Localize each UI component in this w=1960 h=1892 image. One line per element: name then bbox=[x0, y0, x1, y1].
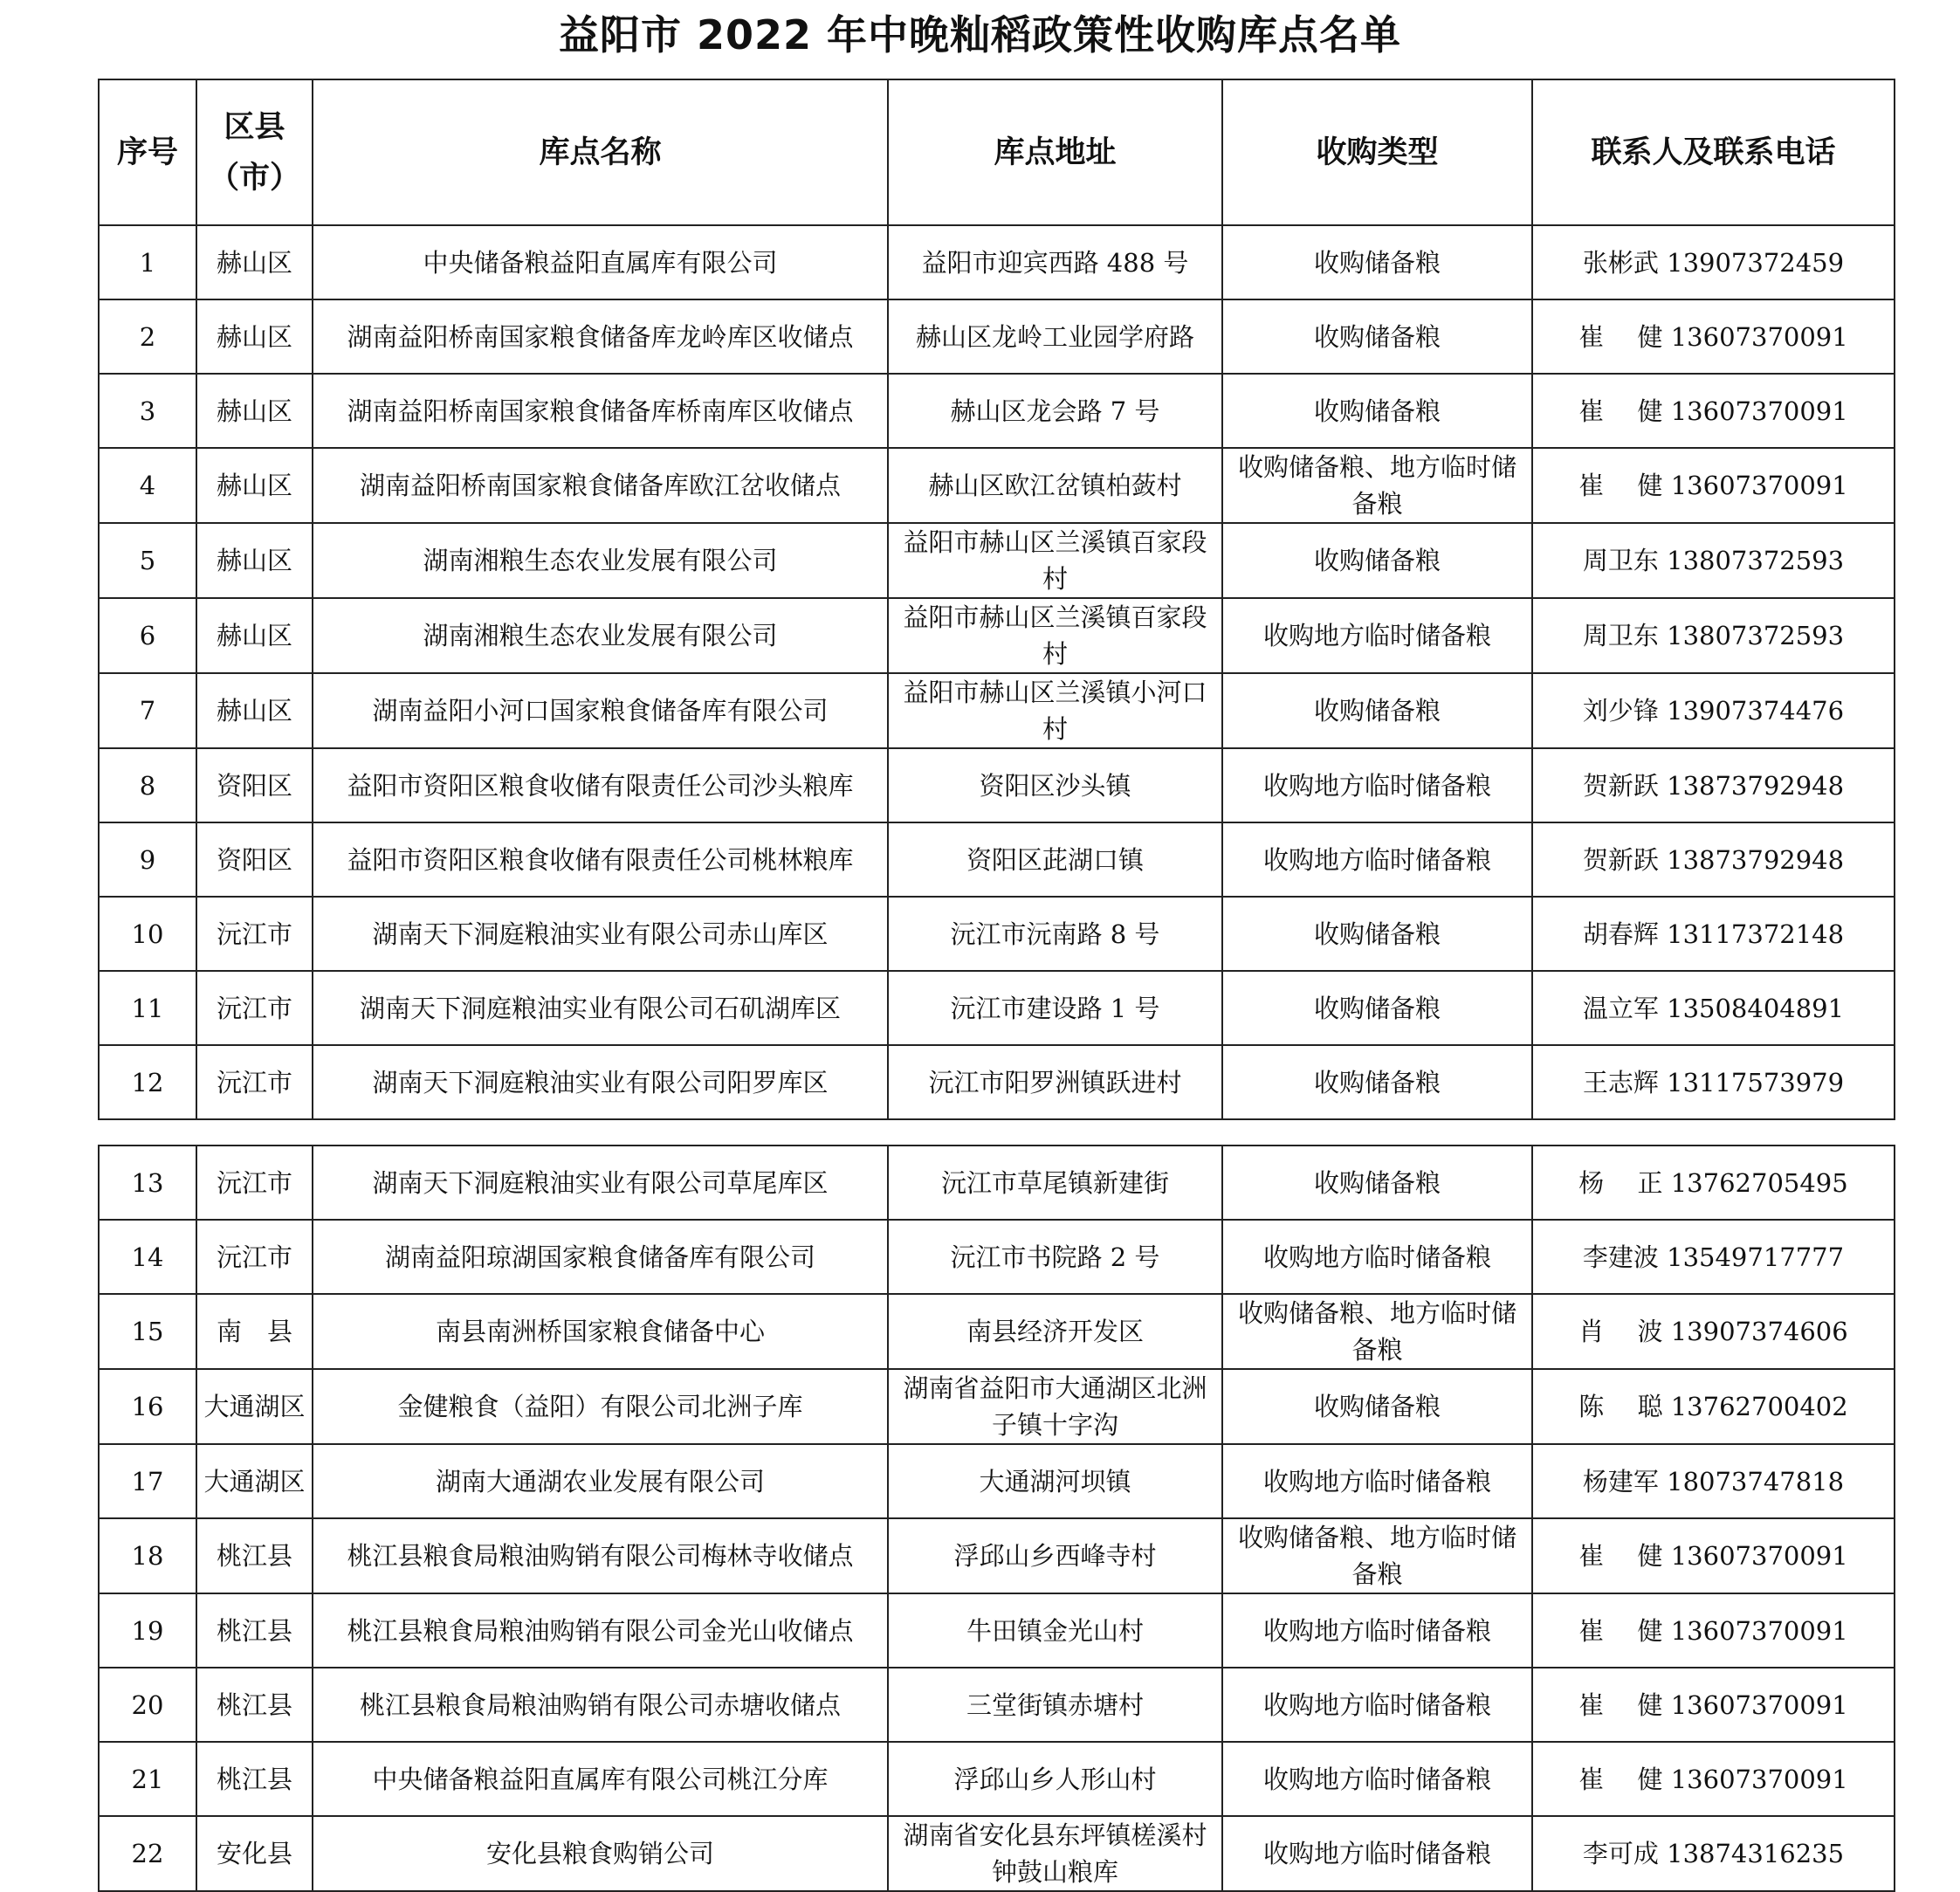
cell-contact: 王志辉 13117573979 bbox=[1532, 1045, 1895, 1119]
cell-contact: 崔 健 13607370091 bbox=[1532, 299, 1895, 374]
cell-contact: 杨 正 13762705495 bbox=[1532, 1146, 1895, 1220]
cell-district: 桃江县 bbox=[196, 1668, 313, 1742]
cell-contact: 刘少锋 13907374476 bbox=[1532, 673, 1895, 748]
cell-depot-address: 沅江市草尾镇新建街 bbox=[888, 1146, 1222, 1220]
table-row bbox=[99, 971, 1895, 1045]
header-district-line1: 区县 bbox=[224, 109, 285, 145]
cell-contact: 陈 聪 13762700402 bbox=[1532, 1369, 1895, 1444]
cell-depot-name: 桃江县粮食局粮油购销有限公司梅林寺收储点 bbox=[313, 1518, 888, 1593]
table-row bbox=[99, 822, 1895, 897]
cell-serial-no: 20 bbox=[99, 1668, 196, 1742]
cell-serial-no: 1 bbox=[99, 225, 196, 299]
cell-depot-address: 沅江市沅南路 8 号 bbox=[888, 897, 1222, 971]
cell-depot-address: 赫山区龙岭工业园学府路 bbox=[888, 299, 1222, 374]
cell-depot-address: 湖南省益阳市大通湖区北洲子镇十字沟 bbox=[888, 1369, 1222, 1444]
cell-depot-name: 桃江县粮食局粮油购销有限公司赤塘收储点 bbox=[313, 1668, 888, 1742]
cell-district: 赫山区 bbox=[196, 225, 313, 299]
cell-serial-no: 2 bbox=[99, 299, 196, 374]
cell-district: 赫山区 bbox=[196, 299, 313, 374]
cell-purchase-type: 收购储备粮 bbox=[1222, 1369, 1532, 1444]
cell-depot-address: 浮邱山乡西峰寺村 bbox=[888, 1518, 1222, 1593]
cell-serial-no: 8 bbox=[99, 748, 196, 822]
cell-district: 赫山区 bbox=[196, 673, 313, 748]
table-row bbox=[99, 1742, 1895, 1816]
cell-contact: 贺新跃 13873792948 bbox=[1532, 748, 1895, 822]
cell-depot-address: 益阳市赫山区兰溪镇百家段村 bbox=[888, 523, 1222, 598]
cell-district: 赫山区 bbox=[196, 374, 313, 448]
cell-purchase-type: 收购地方临时储备粮 bbox=[1222, 1816, 1532, 1891]
header-district-line2: （市） bbox=[208, 160, 300, 196]
cell-district: 赫山区 bbox=[196, 448, 313, 523]
cell-depot-name: 南县南洲桥国家粮食储备中心 bbox=[313, 1294, 888, 1369]
cell-district: 桃江县 bbox=[196, 1593, 313, 1668]
cell-district: 桃江县 bbox=[196, 1518, 313, 1593]
cell-depot-address: 南县经济开发区 bbox=[888, 1294, 1222, 1369]
cell-depot-address: 三堂街镇赤塘村 bbox=[888, 1668, 1222, 1742]
cell-purchase-type: 收购储备粮 bbox=[1222, 225, 1532, 299]
cell-depot-address: 赫山区欧江岔镇柏蔹村 bbox=[888, 448, 1222, 523]
table-header-row bbox=[99, 79, 1895, 225]
cell-depot-name: 金健粮食（益阳）有限公司北洲子库 bbox=[313, 1369, 888, 1444]
cell-purchase-type: 收购储备粮 bbox=[1222, 1146, 1532, 1220]
cell-district: 沅江市 bbox=[196, 1146, 313, 1220]
cell-district: 资阳区 bbox=[196, 822, 313, 897]
cell-purchase-type: 收购地方临时储备粮 bbox=[1222, 748, 1532, 822]
cell-serial-no: 16 bbox=[99, 1369, 196, 1444]
cell-depot-address: 沅江市建设路 1 号 bbox=[888, 971, 1222, 1045]
cell-district: 赫山区 bbox=[196, 598, 313, 673]
table-row bbox=[99, 897, 1895, 971]
cell-district: 资阳区 bbox=[196, 748, 313, 822]
cell-contact: 胡春辉 13117372148 bbox=[1532, 897, 1895, 971]
cell-depot-name: 中央储备粮益阳直属库有限公司 bbox=[313, 225, 888, 299]
cell-depot-address: 益阳市迎宾西路 488 号 bbox=[888, 225, 1222, 299]
cell-purchase-type: 收购储备粮 bbox=[1222, 299, 1532, 374]
cell-depot-name: 湖南天下洞庭粮油实业有限公司石矶湖库区 bbox=[313, 971, 888, 1045]
cell-serial-no: 19 bbox=[99, 1593, 196, 1668]
document-title: 益阳市 2022 年中晚籼稻政策性收购库点名单 bbox=[558, 11, 1402, 58]
cell-contact: 杨建军 18073747818 bbox=[1532, 1444, 1895, 1518]
cell-purchase-type: 收购储备粮 bbox=[1222, 673, 1532, 748]
cell-district: 桃江县 bbox=[196, 1742, 313, 1816]
cell-depot-name: 湖南益阳桥南国家粮食储备库桥南库区收储点 bbox=[313, 374, 888, 448]
cell-depot-address: 资阳区茈湖口镇 bbox=[888, 822, 1222, 897]
table-row bbox=[99, 1045, 1895, 1119]
cell-serial-no: 3 bbox=[99, 374, 196, 448]
table-row bbox=[99, 225, 1895, 299]
table-row bbox=[99, 1369, 1895, 1444]
cell-purchase-type: 收购储备粮 bbox=[1222, 1045, 1532, 1119]
cell-contact: 崔 健 13607370091 bbox=[1532, 1668, 1895, 1742]
table-row bbox=[99, 374, 1895, 448]
cell-district: 安化县 bbox=[196, 1816, 313, 1891]
header-district bbox=[196, 79, 313, 225]
header-serial-no: 序号 bbox=[99, 79, 196, 225]
cell-contact: 李可成 13874316235 bbox=[1532, 1816, 1895, 1891]
depot-table-page-1 bbox=[98, 79, 1895, 1120]
cell-depot-name: 益阳市资阳区粮食收储有限责任公司沙头粮库 bbox=[313, 748, 888, 822]
cell-district: 赫山区 bbox=[196, 523, 313, 598]
cell-contact: 贺新跃 13873792948 bbox=[1532, 822, 1895, 897]
table-row bbox=[99, 1816, 1895, 1891]
table-row bbox=[99, 1444, 1895, 1518]
cell-depot-address: 赫山区龙会路 7 号 bbox=[888, 374, 1222, 448]
table-row bbox=[99, 1668, 1895, 1742]
cell-purchase-type: 收购储备粮 bbox=[1222, 971, 1532, 1045]
cell-depot-address: 湖南省安化县东坪镇槎溪村钟鼓山粮库 bbox=[888, 1816, 1222, 1891]
cell-purchase-type: 收购地方临时储备粮 bbox=[1222, 598, 1532, 673]
cell-purchase-type: 收购储备粮 bbox=[1222, 374, 1532, 448]
cell-depot-name: 益阳市资阳区粮食收储有限责任公司桃林粮库 bbox=[313, 822, 888, 897]
cell-depot-name: 湖南益阳桥南国家粮食储备库欧江岔收储点 bbox=[313, 448, 888, 523]
header-depot-address: 库点地址 bbox=[888, 79, 1222, 225]
cell-depot-name: 湖南益阳琼湖国家粮食储备库有限公司 bbox=[313, 1220, 888, 1294]
cell-district: 沅江市 bbox=[196, 1220, 313, 1294]
cell-serial-no: 4 bbox=[99, 448, 196, 523]
cell-district: 南 县 bbox=[196, 1294, 313, 1369]
cell-depot-name: 湖南大通湖农业发展有限公司 bbox=[313, 1444, 888, 1518]
cell-depot-name: 湖南天下洞庭粮油实业有限公司阳罗库区 bbox=[313, 1045, 888, 1119]
table-row bbox=[99, 673, 1895, 748]
cell-purchase-type: 收购储备粮、地方临时储备粮 bbox=[1222, 1294, 1532, 1369]
cell-district: 大通湖区 bbox=[196, 1369, 313, 1444]
table-row bbox=[99, 448, 1895, 523]
cell-contact: 肖 波 13907374606 bbox=[1532, 1294, 1895, 1369]
cell-serial-no: 18 bbox=[99, 1518, 196, 1593]
cell-depot-address: 浮邱山乡人形山村 bbox=[888, 1742, 1222, 1816]
cell-depot-address: 牛田镇金光山村 bbox=[888, 1593, 1222, 1668]
cell-serial-no: 21 bbox=[99, 1742, 196, 1816]
cell-depot-name: 湖南益阳小河口国家粮食储备库有限公司 bbox=[313, 673, 888, 748]
cell-serial-no: 5 bbox=[99, 523, 196, 598]
cell-contact: 周卫东 13807372593 bbox=[1532, 598, 1895, 673]
table-body-page-1 bbox=[99, 225, 1895, 1119]
cell-depot-name: 湖南湘粮生态农业发展有限公司 bbox=[313, 598, 888, 673]
cell-district: 大通湖区 bbox=[196, 1444, 313, 1518]
cell-depot-name: 湖南天下洞庭粮油实业有限公司草尾库区 bbox=[313, 1146, 888, 1220]
header-contact: 联系人及联系电话 bbox=[1532, 79, 1895, 225]
cell-contact: 崔 健 13607370091 bbox=[1532, 374, 1895, 448]
depot-table-page-2 bbox=[98, 1145, 1895, 1892]
cell-depot-name: 湖南天下洞庭粮油实业有限公司赤山库区 bbox=[313, 897, 888, 971]
cell-contact: 崔 健 13607370091 bbox=[1532, 1593, 1895, 1668]
header-depot-name: 库点名称 bbox=[313, 79, 888, 225]
cell-serial-no: 7 bbox=[99, 673, 196, 748]
cell-depot-name: 桃江县粮食局粮油购销有限公司金光山收储点 bbox=[313, 1593, 888, 1668]
cell-contact: 张彬武 13907372459 bbox=[1532, 225, 1895, 299]
cell-depot-address: 沅江市书院路 2 号 bbox=[888, 1220, 1222, 1294]
cell-contact: 崔 健 13607370091 bbox=[1532, 448, 1895, 523]
cell-depot-name: 湖南湘粮生态农业发展有限公司 bbox=[313, 523, 888, 598]
cell-contact: 周卫东 13807372593 bbox=[1532, 523, 1895, 598]
cell-serial-no: 6 bbox=[99, 598, 196, 673]
cell-contact: 崔 健 13607370091 bbox=[1532, 1742, 1895, 1816]
cell-purchase-type: 收购储备粮、地方临时储备粮 bbox=[1222, 1518, 1532, 1593]
cell-contact: 崔 健 13607370091 bbox=[1532, 1518, 1895, 1593]
cell-depot-address: 大通湖河坝镇 bbox=[888, 1444, 1222, 1518]
cell-depot-address: 资阳区沙头镇 bbox=[888, 748, 1222, 822]
table-row bbox=[99, 1518, 1895, 1593]
cell-purchase-type: 收购地方临时储备粮 bbox=[1222, 1742, 1532, 1816]
cell-depot-name: 中央储备粮益阳直属库有限公司桃江分库 bbox=[313, 1742, 888, 1816]
table-row bbox=[99, 523, 1895, 598]
table-row bbox=[99, 1220, 1895, 1294]
cell-district: 沅江市 bbox=[196, 1045, 313, 1119]
cell-purchase-type: 收购储备粮 bbox=[1222, 897, 1532, 971]
cell-depot-address: 沅江市阳罗洲镇跃进村 bbox=[888, 1045, 1222, 1119]
table-body-page-2 bbox=[99, 1146, 1895, 1891]
cell-depot-name: 湖南益阳桥南国家粮食储备库龙岭库区收储点 bbox=[313, 299, 888, 374]
cell-depot-address: 益阳市赫山区兰溪镇小河口村 bbox=[888, 673, 1222, 748]
cell-serial-no: 12 bbox=[99, 1045, 196, 1119]
cell-serial-no: 17 bbox=[99, 1444, 196, 1518]
cell-serial-no: 10 bbox=[99, 897, 196, 971]
table-row bbox=[99, 1294, 1895, 1369]
cell-district: 沅江市 bbox=[196, 897, 313, 971]
cell-serial-no: 9 bbox=[99, 822, 196, 897]
header-purchase-type: 收购类型 bbox=[1222, 79, 1532, 225]
cell-purchase-type: 收购地方临时储备粮 bbox=[1222, 1593, 1532, 1668]
cell-district: 沅江市 bbox=[196, 971, 313, 1045]
cell-purchase-type: 收购地方临时储备粮 bbox=[1222, 822, 1532, 897]
cell-serial-no: 15 bbox=[99, 1294, 196, 1369]
table-row bbox=[99, 748, 1895, 822]
cell-serial-no: 14 bbox=[99, 1220, 196, 1294]
cell-depot-address: 益阳市赫山区兰溪镇百家段村 bbox=[888, 598, 1222, 673]
cell-purchase-type: 收购储备粮、地方临时储备粮 bbox=[1222, 448, 1532, 523]
cell-purchase-type: 收购地方临时储备粮 bbox=[1222, 1220, 1532, 1294]
cell-purchase-type: 收购地方临时储备粮 bbox=[1222, 1444, 1532, 1518]
cell-contact: 李建波 13549717777 bbox=[1532, 1220, 1895, 1294]
cell-serial-no: 22 bbox=[99, 1816, 196, 1891]
table-row bbox=[99, 1146, 1895, 1220]
cell-serial-no: 11 bbox=[99, 971, 196, 1045]
cell-contact: 温立军 13508404891 bbox=[1532, 971, 1895, 1045]
table-row bbox=[99, 598, 1895, 673]
cell-purchase-type: 收购储备粮 bbox=[1222, 523, 1532, 598]
table-row bbox=[99, 299, 1895, 374]
cell-serial-no: 13 bbox=[99, 1146, 196, 1220]
cell-purchase-type: 收购地方临时储备粮 bbox=[1222, 1668, 1532, 1742]
cell-depot-name: 安化县粮食购销公司 bbox=[313, 1816, 888, 1891]
table-row bbox=[99, 1593, 1895, 1668]
